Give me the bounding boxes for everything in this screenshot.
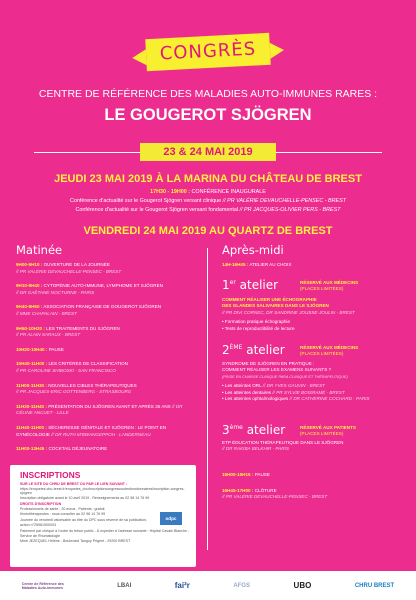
dpc-note: Journée du vendredi valorisable au titre du DPC sous réserve de sa publication, action n°25961900003: [20, 518, 148, 527]
list-item: 11H00-13H45 : COCKTAIL DÉJEUNATOIRE: [16, 446, 108, 452]
list-item: 9H00-9H10 : OUVERTURE DE LA JOURNÉE // PR VALÉRIE DEVAUCHELLE-PENSEC - BREST: [16, 262, 122, 274]
pause-item: 15H00-15H15 : PAUSE: [222, 472, 270, 477]
list-item: 9H50-10H20 : LES TRAITEMENTS DU SJÖGREN // PR ALAIN SARAUX - BREST: [16, 325, 120, 338]
day2-heading: VENDREDI 24 MAI 2019 AU QUARTZ DE BREST: [83, 225, 333, 237]
atelier3-heading: 3ème atelier: [222, 423, 286, 437]
list-item: 9H40-9H50 : ASSOCIATION FRANÇAISE DE GOUGEROT SJÖGREN // MME CHAPALAIN - BREST: [16, 304, 162, 316]
postal-address: Mme JEZEQUEL Hélène - Boulevard Tanguy Prigent - 29200 BREST: [20, 538, 131, 543]
page-title: LE GOUGEROT SJÖGREN: [104, 106, 312, 124]
odpc-logo: odpc: [160, 512, 182, 525]
matinee-program: [16, 262, 194, 461]
payment-note: Paiement par chèque à l'ordre du trésor public - À expédier à l'adresse suivante : Hôpital Cavale Blanche - Service de Rhumatologie: [20, 529, 190, 538]
apresmidi-heading: Après-midi: [222, 243, 284, 257]
list-item: 11H30-11H40 : PRÉSENTATION DU SJÖGREN AVANT ET APRÈS 35 ANS // DR CÉLINE ANCUET - LILLE: [16, 403, 183, 416]
centre-reference-heading: CENTRE DE RÉFÉRENCE DES MALADIES AUTO-IMMUNES RARES :: [38, 88, 378, 100]
logo-lbai: LBAI: [117, 582, 132, 589]
conference-label: CONFÉRENCE INAUGURALE: [191, 189, 266, 195]
atelier3-details: ETP ÉDUCATION THÉRAPEUTIQUE DANS LE SJÖGREN // DR RAKIBA BELKHIR - PARIS: [222, 440, 344, 452]
conference-line1: Conférence d'actualité sur le Gougerot Sjögren versant clinique: [69, 198, 222, 204]
list-item: 9H10-9H40 : CYTOPÉNIE AUTO-IMMUNE, LYMPHOME ET SJÖGREN // DR GAËTANE NOCTURNE - PARIS: [16, 283, 163, 295]
list-item: 10H20-10H40 : PAUSE: [16, 346, 64, 352]
atelier3-badge: RÉSERVÉ AUX PATIENTS (PLACES LIMITÉES): [300, 425, 356, 436]
fees-heading: DROITS D'INSCRIPTION: [20, 502, 62, 507]
column-divider: [207, 248, 208, 550]
atelier1-heading: 1er atelier: [222, 278, 279, 292]
atelier1-details: COMMENT RÉALISER UNE ÉCHOGRAPHIE DES GLANDES SALIVAIRES DANS LE SJÖGREN // PR DIVI CORNEC, DR SANDRINE JOUSSE-JOULIN - BREST • Formation pratique échographie • Tests de reproductibilité de lecture: [222, 297, 355, 331]
inscriptions-deadline: Inscription obligatoire avant le 10 avril 2019 - Renseignements au 02 98 14 76 99: [20, 495, 150, 500]
list-item: 11H40-11H00 : SÉCHERESSE GÉNITALE ET SJÖGREN : LE POINT EN GYNÉCOLOGIE // DR RUTH M'BWANGEPPOH - LANDERNEAU: [16, 424, 167, 437]
atelier2-details: SYNDROME DE SJÖGREN EN PRATIQUE : COMMENT RÉALISER LES EXAMENS SUIVANTS ? (PRISE EN CHARGE CLINIQUE PARA CLINIQUE ET THÉRAPEUTIQUE) • Les atteintes ORL // DR YVES GAUVIN - BREST • Les atteintes dentaires // PR SYLVIE BOISRAMÉ - BREST • Les atteintes ophtalmologiques // DR CATHERINE COCHARD - PARIS: [222, 361, 370, 402]
inscriptions-link[interactable]: https://enquetes.chu-brest.fr/enquetes_chu/inscriptioncongressoudesfonctionnaires/inscription-congres-sjogren: [20, 486, 185, 496]
day1-conference: [10, 188, 406, 215]
divider-left: [34, 152, 140, 153]
congres-label: CONGRÈS: [159, 38, 257, 65]
conference-line2: Conférence d'actualité sur le Gougerot Sjögren versant fondamental: [75, 207, 239, 213]
date-badge: 23 & 24 MAI 2019: [140, 143, 276, 161]
atelier2-badge: RÉSERVÉ AUX MÉDECINS (PLACES LIMITÉES): [300, 345, 359, 356]
logo-centre-reference: Centre de Référence des Maladies Auto-immunes: [21, 581, 64, 590]
closing-item: 16H45-17H00 : CLÔTURE // PR VALÉRIE DEVAUCHELLE-PENSEC - BREST: [222, 488, 328, 500]
logo-chru-brest: CHRU BREST: [354, 582, 395, 589]
atelier2-heading: 2ÈME atelier: [222, 343, 285, 357]
logo-fai2r: fai²r: [174, 581, 190, 590]
divider-right: [276, 152, 382, 153]
day1-heading: JEUDI 23 MAI 2019 À LA MARINA DU CHÂTEAU DE BREST: [54, 173, 362, 185]
conference-line1-speaker: // PR VALÉRIE DEVAUCHELLE-PENSEC - BREST: [222, 198, 347, 204]
inscriptions-title: INSCRIPTIONS: [20, 470, 81, 480]
footer-logos: [0, 571, 416, 600]
logo-ubo: UBO: [293, 581, 312, 590]
fee-line2: Kinésithérapeutes : nous consulter au 02 98 14 76 99: [20, 511, 106, 516]
inscriptions-link-heading: SUR LE SITE DU CHRU DE BREST OU PAR LE LIEN SUIVANT :: [20, 482, 128, 486]
atelier1-badge: RÉSERVÉ AUX MÉDECINS (PLACES LIMITÉES): [300, 280, 359, 291]
conference-time: 17H30 - 19H00 :: [150, 189, 191, 195]
list-item: 11H00-11H30 : NOUVELLES CIBLES THÉRAPEUTIQUES // PR JACQUES-ERIC GOTTENBERG - STRASBOURG: [16, 382, 137, 395]
list-item: 10H40-11H00 : LES CRITÈRES DE CLASSIFICATION // PR CAROLINE SHIBOSKI - SAN FRANCISCO: [16, 361, 128, 373]
apresmidi-intro: 14H-16H45 : ATELIER AU CHOIX: [222, 262, 292, 267]
conference-line2-speaker: // PR JACQUES-OLIVIER PERS - BREST: [239, 207, 341, 213]
matinee-heading: Matinée: [16, 243, 63, 257]
logo-afgs: AFGS: [233, 582, 251, 589]
fee-line1: Professionnels de santé : 20 euros - Patients : gratuit: [20, 506, 105, 511]
